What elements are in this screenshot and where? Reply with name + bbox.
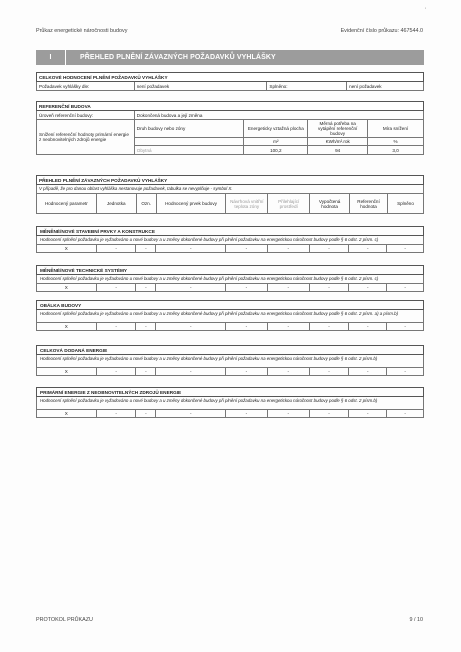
section-note: Hodnocení splnění požadavku je vyžadováno u nové budovy a u změny dokončené budovy při plnění požadavku na energetickou náročnost budovy podle § 6 odst. 2 písm. a) a písm.b) [36, 310, 424, 322]
section-cell: - [136, 410, 156, 417]
reference-building-table [36, 101, 424, 155]
section-cell: - [136, 368, 156, 375]
footer-label: PROTOKOL PRŮKAZU [36, 617, 93, 623]
section-cell: - [136, 284, 156, 291]
section-cell: - [310, 284, 350, 291]
section-cell: - [136, 323, 156, 330]
section-row [36, 283, 424, 292]
section-cell: - [156, 368, 226, 375]
heating-need-value: 94 [308, 146, 368, 155]
section-row [36, 244, 424, 253]
section-cell: - [349, 245, 387, 252]
overview-column-header: Hodnocený parametr [37, 194, 97, 214]
page-header-evidence-number: Evidenční číslo průkazu: 467544.0 [340, 28, 423, 34]
section-row [36, 367, 424, 376]
section-note: Hodnocení splnění požadavku je vyžadováno u nové budovy a u změny dokončené budovy při plnění požadavku na energetickou náročnost budovy podle § 6 odst. 2 písm.b) [36, 397, 424, 409]
section-heading: MĚNĚNÉ/NOVÉ STAVEBNÍ PRVKY A KONSTRUKCE [36, 226, 424, 236]
heating-need-unit: KWh/m².rok [308, 138, 368, 146]
overview-column-header: Jednotka [96, 194, 136, 214]
requirement-section [36, 300, 424, 331]
section-cell: - [97, 245, 137, 252]
section-cell: - [268, 323, 310, 330]
banner-title: PŘEHLED PLNĚNÍ ZÁVAZNÝCH POŽADAVKŮ VYHLÁŠKY [80, 54, 276, 61]
section-cell: - [404, 246, 406, 251]
section-cell: - [404, 324, 406, 329]
section-cell: - [268, 410, 310, 417]
reference-level-label: Úroveň referenční budovy: [37, 111, 135, 120]
section-row [36, 409, 424, 418]
page-header-title: Průkaz energetické náročnosti budovy [36, 28, 128, 34]
page-number: 9 / 10 [409, 617, 423, 623]
section-cell: - [310, 410, 350, 417]
overview-column-header: Hodnocený prvek budovy [156, 194, 226, 214]
section-cell: - [349, 368, 387, 375]
overview-column-header: Splněno [387, 194, 423, 214]
section-heading: CELKOVÁ DODANÁ ENERGIE [36, 345, 424, 355]
area-value: 100,2 [244, 146, 308, 155]
overview-heading: PŘEHLED PLNĚNÍ ZÁVAZNÝCH POŽADAVKŮ VYHLÁŠKY [37, 176, 424, 185]
requirement-section [36, 265, 424, 292]
section-cell: - [226, 245, 268, 252]
section-heading: MĚNĚNÉ/NOVÉ TECHNICKÉ SYSTÉMY [36, 265, 424, 275]
section-cell: - [226, 410, 268, 417]
section-cell: - [97, 284, 137, 291]
section-note: Hodnocení splnění požadavku je vyžadováno u nové budovy a u změny dokončené budovy při plnění požadavku na energetickou náročnost budovy podle § 6 odst. 2 písm.b) [36, 355, 424, 367]
overview-column-header: Přilehlající prostředí [268, 194, 310, 214]
section-cell: X [37, 323, 97, 330]
reference-heading: REFERENČNÍ BUDOVA [37, 102, 424, 111]
section-cell: - [156, 245, 226, 252]
section-cell: - [226, 284, 268, 291]
reduction-rate-unit: % [368, 138, 424, 146]
section-cell: - [156, 323, 226, 330]
section-cell: - [268, 368, 310, 375]
requirement-label: Požadavek vyhlášky dle: [37, 82, 135, 91]
overview-note: V případě, že pro danou oblast vyhláška nestanovuje požadavek, tabulka se nevyplňuje - symbol X. [37, 185, 424, 194]
section-cell: - [226, 323, 268, 330]
section-cell: - [349, 410, 387, 417]
section-cell: - [268, 284, 310, 291]
section-cell: - [404, 285, 406, 290]
section-cell: - [97, 368, 137, 375]
overview-table [36, 175, 424, 214]
section-note: Hodnocení splnění požadavku je vyžadováno u nové budovy a u změny dokončené budovy při plnění požadavku na energetickou náročnost budovy podle § 6 odst. 2 písm. c) [36, 236, 424, 244]
reduction-rate-value: 3,0 [368, 146, 424, 155]
section-note: Hodnocení splnění požadavku je vyžadováno u nové budovy a u změny dokončené budovy při plnění požadavku na energetickou náročnost budovy podle § 6 odst. 2 písm. c) [36, 275, 424, 283]
section-cell: X [37, 368, 97, 375]
area-unit: m² [244, 138, 308, 146]
overall-heading: CELKOVÉ HODNOCENÍ PLNĚNÍ POŽADAVKŮ VYHLÁŠKY [37, 73, 424, 82]
section-cell: - [226, 368, 268, 375]
requirement-section [36, 226, 424, 253]
area-column-header: Energeticky vztažná plocha [244, 120, 308, 138]
reduction-rate-column-header: Míra snížení [368, 120, 424, 138]
fulfilled-label: Splněno: [267, 82, 347, 91]
fulfilled-value: není požadavek [347, 82, 424, 91]
section-cell: - [349, 284, 387, 291]
section-cell: - [97, 410, 137, 417]
reduction-label: Snížení referenční hodnoty primární energie z neobnovitelných zdrojů energie [37, 120, 135, 155]
section-cell: - [97, 323, 137, 330]
section-cell: - [156, 284, 226, 291]
section-cell: - [310, 368, 350, 375]
building-type-value: Obytná [134, 146, 244, 155]
section-row [36, 322, 424, 331]
section-cell: X [37, 284, 97, 291]
requirement-section [36, 387, 424, 418]
overview-column-header: Návrhová vnitřní teplota zóny [226, 194, 268, 214]
requirement-value: není požadavek [134, 82, 267, 91]
overview-column-header: Referenční hodnota [350, 194, 388, 214]
section-cell: - [268, 245, 310, 252]
banner-number: I [36, 50, 66, 65]
section-cell: - [349, 323, 387, 330]
reference-level-value: Dokončená budova a její změna [134, 111, 423, 120]
heating-need-column-header: Měrná potřeba na vytápění referenční budovy [308, 120, 368, 138]
section-cell: X [37, 410, 97, 417]
overview-column-header: Vypočtená hodnota [310, 194, 350, 214]
requirement-section [36, 345, 424, 376]
section-cell: - [310, 323, 350, 330]
building-type-label: Druh budovy nebo zóny [134, 120, 244, 138]
section-heading: OBÁLKA BUDOVY [36, 300, 424, 310]
section-cell: - [404, 369, 406, 374]
section-cell: - [404, 411, 406, 416]
section-cell: X [37, 245, 97, 252]
section-cell: - [156, 410, 226, 417]
section-banner [36, 50, 424, 65]
section-heading: PRIMÁRNÍ ENERGIE Z NEOBNOVITELNÝCH ZDROJŮ ENERGIE [36, 387, 424, 397]
overview-column-header: Ozn. [136, 194, 156, 214]
section-cell: - [136, 245, 156, 252]
overall-evaluation-table [36, 72, 424, 91]
corner-mark: ' [424, 8, 426, 14]
section-cell: - [310, 245, 350, 252]
